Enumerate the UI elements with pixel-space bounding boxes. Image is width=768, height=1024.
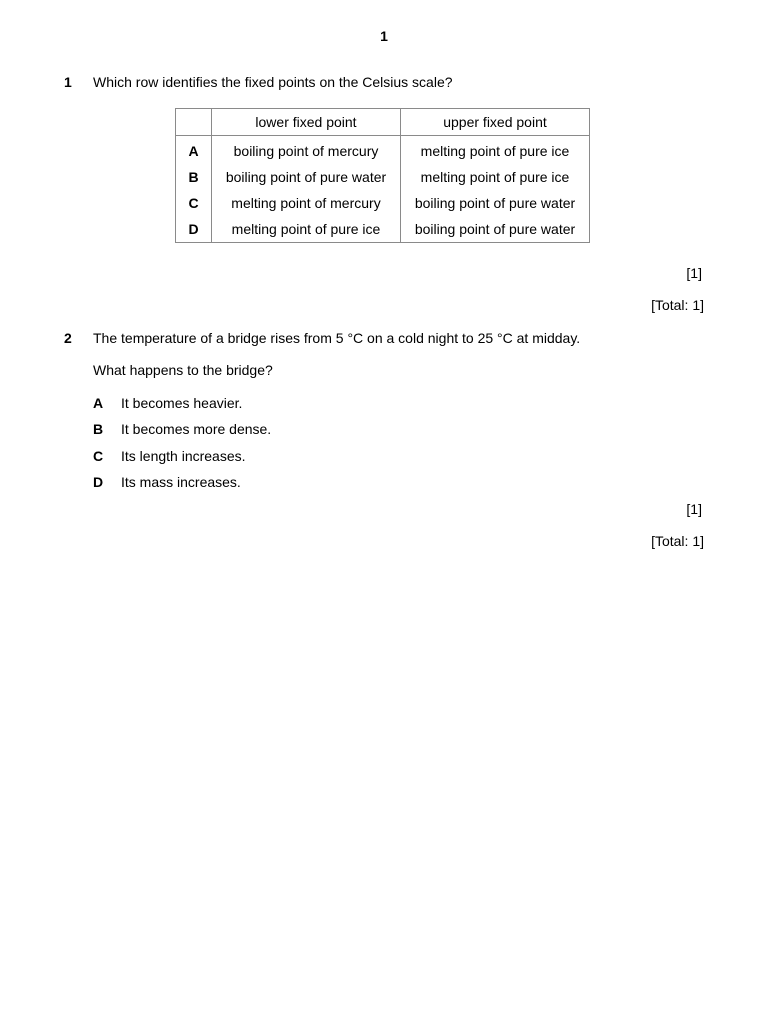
table-header-lower-fixed-point: lower fixed point — [212, 109, 401, 136]
question-2-number: 2 — [64, 330, 72, 346]
question-2-mark: [1] — [686, 501, 702, 517]
table-row — [176, 136, 590, 165]
option-c-text: Its length increases. — [121, 448, 246, 464]
question-1-text: Which row identifies the fixed points on the Celsius scale? — [93, 74, 453, 90]
option-d-text: Its mass increases. — [121, 474, 241, 490]
table-row — [176, 190, 590, 216]
question-2-subtext: What happens to the bridge? — [93, 362, 273, 378]
option-d-letter: D — [93, 474, 104, 490]
row-lower: melting point of mercury — [212, 190, 401, 216]
option-b-letter: B — [93, 421, 104, 437]
option-b-text: It becomes more dense. — [121, 421, 272, 437]
option-c-letter: C — [93, 448, 104, 464]
row-letter: A — [176, 136, 212, 165]
page-number: 1 — [380, 28, 388, 44]
fixed-points-table — [175, 108, 590, 243]
row-upper: melting point of pure ice — [401, 164, 590, 190]
question-1-number: 1 — [64, 74, 72, 90]
option-a-letter: A — [93, 395, 104, 411]
row-upper: boiling point of pure water — [401, 190, 590, 216]
option-a-text: It becomes heavier. — [121, 395, 243, 411]
question-1-mark: [1] — [686, 265, 702, 281]
row-upper: melting point of pure ice — [401, 136, 590, 165]
table-header-upper-fixed-point: upper fixed point — [401, 109, 590, 136]
question-2-total: [Total: 1] — [651, 533, 704, 549]
table-row — [176, 164, 590, 190]
question-2-text: The temperature of a bridge rises from 5 °C on a cold night to 25 °C at midday. — [93, 330, 581, 346]
row-upper: boiling point of pure water — [401, 216, 590, 243]
row-letter: D — [176, 216, 212, 243]
row-lower: boiling point of mercury — [212, 136, 401, 165]
question-1-total: [Total: 1] — [651, 297, 704, 313]
row-letter: B — [176, 164, 212, 190]
row-lower: boiling point of pure water — [212, 164, 401, 190]
row-lower: melting point of pure ice — [212, 216, 401, 243]
row-letter: C — [176, 190, 212, 216]
table-header-row — [176, 109, 590, 136]
table-header-letter — [176, 109, 212, 136]
table-row — [176, 216, 590, 243]
